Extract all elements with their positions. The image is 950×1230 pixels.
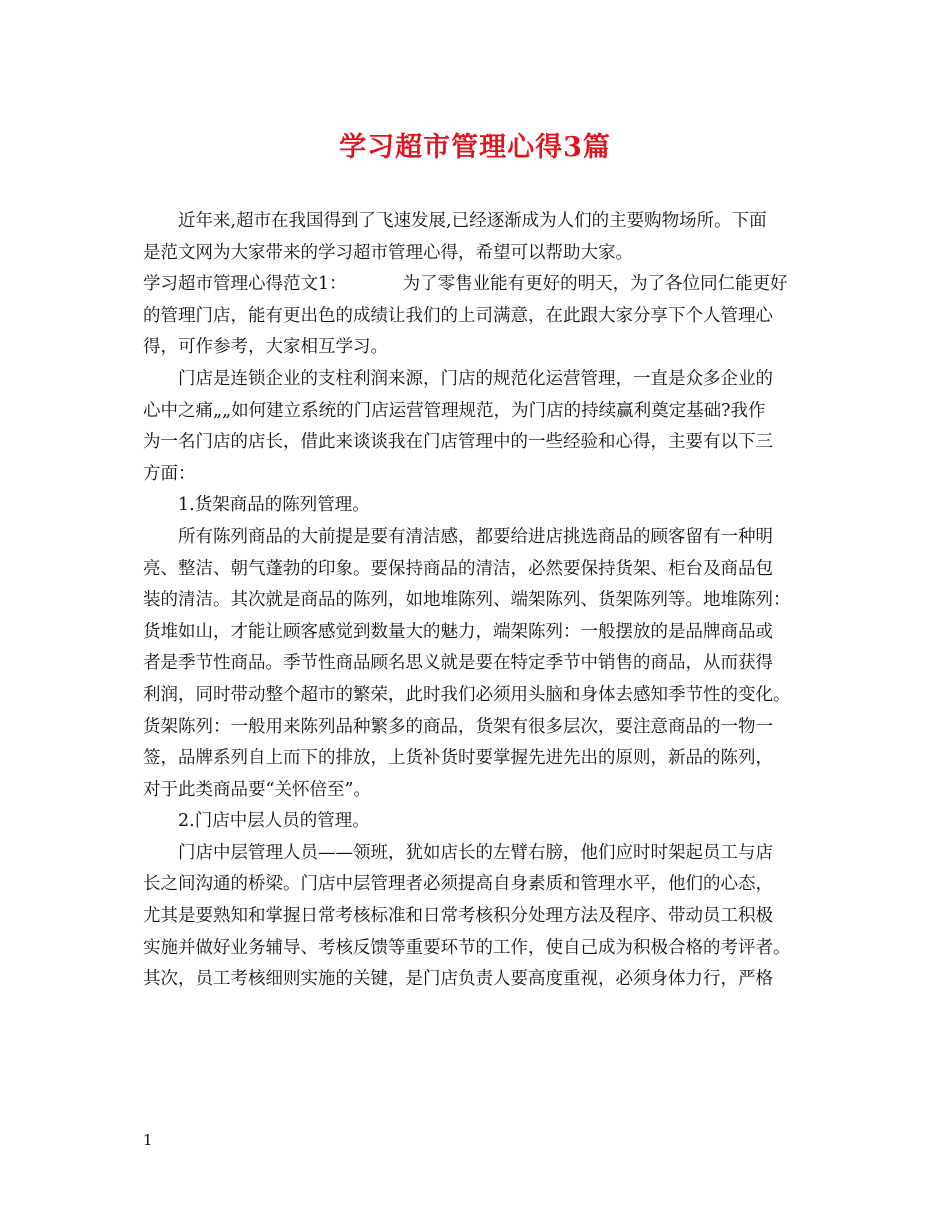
list-heading: 1.货架商品的陈列管理。 [178, 495, 370, 516]
section-heading: 学习超市管理心得范文1： [143, 274, 347, 295]
text-line: 近年来,超市在我国得到了飞速发展,已经逐渐成为人们的主要购物场所。下面 [178, 211, 767, 231]
text-line: 对于此类商品要“关怀倍至”。 [143, 779, 371, 800]
text-line: 为一名门店的店长，借此来谈谈我在门店管理中的一些经验和心得，主要有以下三 [143, 432, 773, 453]
text-line: 亮、整洁、朝气蓬勃的印象。要保持商品的清洁，必然要保持货架、柜台及商品包 [143, 558, 773, 579]
list-heading: 2.门店中层人员的管理。 [178, 811, 370, 832]
text-line: 实施并做好业务辅导、考核反馈等重要环节的工作，使自己成为积极合格的考评者。 [143, 937, 791, 958]
document-title: 学习超市管理心得3篇 [339, 132, 611, 163]
page-number: 1 [143, 1131, 153, 1149]
text-line: 得，可作参考，大家相互学习。 [143, 337, 388, 358]
text-line: 利润，同时带动整个超市的繁荣，此时我们必须用头脑和身体去感知季节性的变化。 [143, 684, 791, 705]
text-line: 货堆如山，才能让顾客感觉到数量大的魅力，端架陈列：一般摆放的是品牌商品或 [143, 621, 773, 642]
text-line: 心中之痛„„如何建立系统的门店运营管理规范，为门店的持续赢利奠定基础?我作 [143, 400, 766, 421]
text-line: 是范文网为大家带来的学习超市管理心得，希望可以帮助大家。 [143, 242, 633, 263]
text-line: 者是季节性商品。季节性商品顾名思义就是要在特定季节中销售的商品，从而获得 [143, 653, 773, 674]
text-line: 尤其是要熟知和掌握日常考核标准和日常考核积分处理方法及程序、带动员工积极 [143, 906, 773, 927]
text-line: 其次，员工考核细则实施的关键，是门店负责人要高度重视，必须身体力行，严格 [143, 969, 773, 990]
text-line: 方面： [143, 463, 196, 484]
text-line: 的管理门店，能有更出色的成绩让我们的上司满意，在此跟大家分享下个人管理心 [143, 305, 773, 326]
text-line: 所有陈列商品的大前提是要有清洁感，都要给进店挑选商品的顾客留有一种明 [178, 526, 773, 547]
text-line: 装的清洁。其次就是商品的陈列，如地堆陈列、端架陈列、货架陈列等。地堆陈列： [143, 590, 791, 611]
document-body [143, 206, 815, 996]
text-line: 签，品牌系列自上而下的排放，上货补货时要掌握先进先出的原则，新品的陈列， [143, 748, 773, 769]
text-line: 为了零售业能有更好的明天，为了各位同仁能更好 [402, 274, 788, 295]
text-line-with-heading [143, 269, 815, 301]
text-line: 门店中层管理人员——领班，犹如店长的左臂右膀，他们应时时架起员工与店 [178, 842, 773, 863]
text-line: 货架陈列：一般用来陈列品种繁多的商品，货架有很多层次，要注意商品的一物一 [143, 716, 773, 737]
text-line: 长之间沟通的桥梁。门店中层管理者必须提高自身素质和管理水平，他们的心态， [143, 874, 773, 895]
text-line: 门店是连锁企业的支柱利润来源，门店的规范化运营管理，一直是众多企业的 [178, 368, 773, 389]
